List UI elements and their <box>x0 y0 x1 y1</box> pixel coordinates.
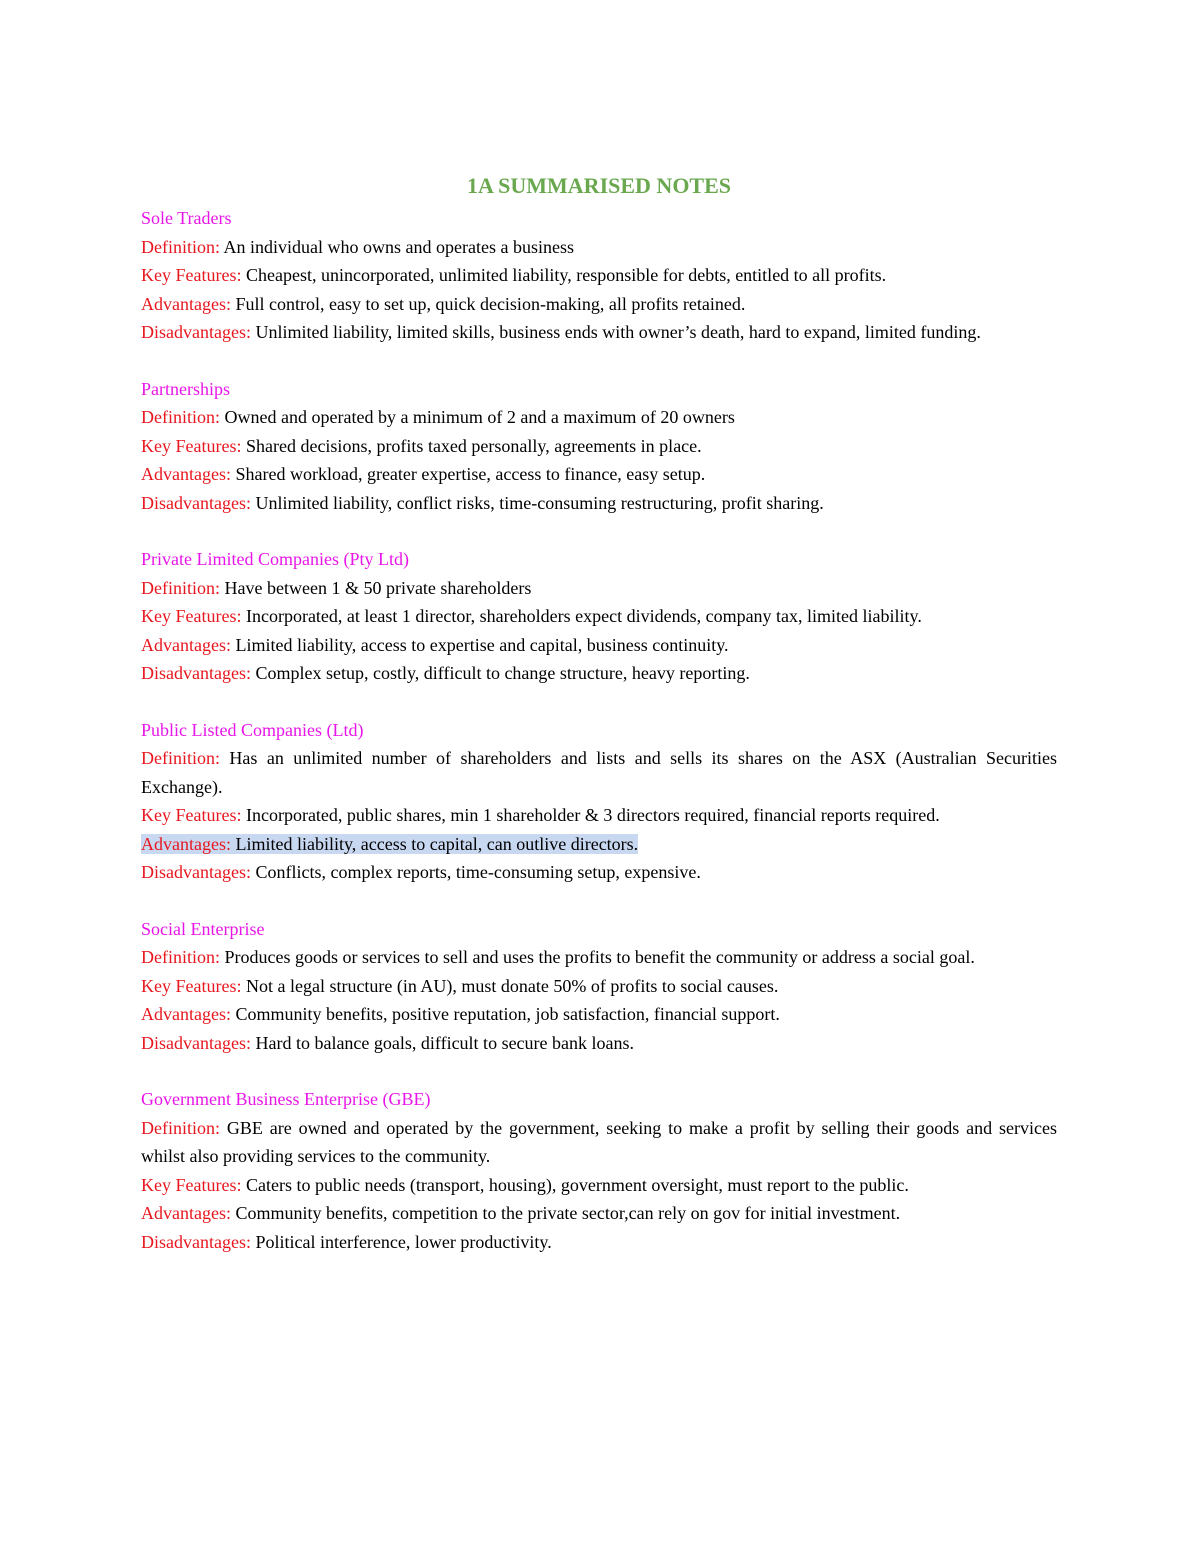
disadvantages-text: Political interference, lower productivity. <box>255 1231 552 1252</box>
disadvantages-label: Disadvantages: <box>141 862 251 882</box>
definition-line <box>141 574 1057 603</box>
disadvantages-label: Disadvantages: <box>141 322 251 342</box>
advantages-line <box>141 1000 1057 1029</box>
definition-label: Definition: <box>141 407 220 427</box>
definition-text: Produces goods or services to sell and uses the profits to benefit the community or address a social goal. <box>224 947 975 967</box>
section-social-enterprise <box>141 915 1057 1058</box>
definition-text: Have between 1 & 50 private shareholders <box>224 577 532 598</box>
section-heading: Government Business Enterprise (GBE) <box>141 1089 431 1109</box>
document-page <box>141 168 1057 1284</box>
key-features-line <box>141 1171 1057 1200</box>
key-features-label: Key Features: <box>141 606 242 626</box>
key-features-label: Key Features: <box>141 435 242 456</box>
disadvantages-label: Disadvantages: <box>141 1231 251 1252</box>
advantages-label: Advantages: <box>141 464 231 484</box>
disadvantages-line <box>141 318 1057 347</box>
definition-text: An individual who owns and operates a business <box>223 236 574 257</box>
key-features-line <box>141 972 1057 1001</box>
key-features-line <box>141 261 1057 290</box>
disadvantages-text: Complex setup, costly, difficult to change structure, heavy reporting. <box>255 663 750 683</box>
key-features-line <box>141 602 1057 631</box>
advantages-text: Limited liability, access to capital, can outlive directors. <box>235 833 639 854</box>
section-heading: Partnerships <box>141 378 230 399</box>
key-features-text: Incorporated, at least 1 director, shareholders expect dividends, company tax, limited liability. <box>245 606 922 626</box>
advantages-line <box>141 290 1057 319</box>
key-features-label: Key Features: <box>141 1174 242 1195</box>
section-heading: Sole Traders <box>141 208 232 228</box>
key-features-label: Key Features: <box>141 805 242 825</box>
section-partnerships <box>141 375 1057 518</box>
highlighted-selection <box>141 834 638 854</box>
disadvantages-label: Disadvantages: <box>141 1032 251 1053</box>
definition-line <box>141 744 1057 801</box>
disadvantages-line <box>141 489 1057 518</box>
definition-line <box>141 1114 1057 1171</box>
key-features-line <box>141 432 1057 461</box>
definition-label: Definition: <box>141 577 220 598</box>
definition-text: Has an unlimited number of shareholders and lists and sells its shares on the ASX (Australian Securities Exchange). <box>141 748 1057 797</box>
section-heading: Social Enterprise <box>141 918 265 939</box>
key-features-text: Not a legal structure (in AU), must donate 50% of profits to social causes. <box>245 975 779 996</box>
key-features-text: Caters to public needs (transport, housing), government oversight, must report to the public. <box>245 1174 909 1195</box>
definition-text: Owned and operated by a minimum of 2 and a maximum of 20 owners <box>224 407 735 427</box>
definition-label: Definition: <box>141 236 220 257</box>
disadvantages-line <box>141 659 1057 688</box>
advantages-label: Advantages: <box>141 1203 231 1223</box>
disadvantages-label: Disadvantages: <box>141 663 251 683</box>
advantages-text: Full control, easy to set up, quick decision-making, all profits retained. <box>235 293 746 314</box>
disadvantages-label: Disadvantages: <box>141 492 251 513</box>
advantages-line <box>141 830 1057 859</box>
advantages-label: Advantages: <box>141 634 231 655</box>
advantages-label: Advantages: <box>141 293 231 314</box>
section-sole-traders <box>141 204 1057 347</box>
section-heading: Private Limited Companies (Pty Ltd) <box>141 549 409 569</box>
key-features-label: Key Features: <box>141 265 242 285</box>
disadvantages-text: Unlimited liability, conflict risks, time-consuming restructuring, profit sharing. <box>255 492 824 513</box>
disadvantages-line <box>141 1029 1057 1058</box>
advantages-line <box>141 1199 1057 1228</box>
definition-line <box>141 943 1057 972</box>
definition-label: Definition: <box>141 1117 220 1138</box>
advantages-text: Shared workload, greater expertise, access to finance, easy setup. <box>235 464 706 484</box>
advantages-line <box>141 631 1057 660</box>
disadvantages-text: Conflicts, complex reports, time-consuming setup, expensive. <box>255 862 701 882</box>
page-title: 1A SUMMARISED NOTES <box>466 173 732 198</box>
disadvantages-text: Unlimited liability, limited skills, business ends with owner’s death, hard to expand, limited funding. <box>255 322 981 342</box>
advantages-text: Community benefits, competition to the private sector,can rely on gov for initial investment. <box>235 1203 901 1223</box>
advantages-text: Community benefits, positive reputation, job satisfaction, financial support. <box>235 1004 780 1024</box>
disadvantages-line <box>141 858 1057 887</box>
definition-line <box>141 403 1057 432</box>
key-features-text: Shared decisions, profits taxed personally, agreements in place. <box>245 435 702 456</box>
key-features-line <box>141 801 1057 830</box>
advantages-label: Advantages: <box>141 833 231 854</box>
advantages-label: Advantages: <box>141 1004 231 1024</box>
disadvantages-line <box>141 1228 1057 1257</box>
disadvantages-text: Hard to balance goals, difficult to secure bank loans. <box>255 1032 635 1053</box>
key-features-text: Cheapest, unincorporated, unlimited liability, responsible for debts, entitled to all profits. <box>245 265 887 285</box>
definition-text: GBE are owned and operated by the government, seeking to make a profit by selling their goods and services whilst also providing services to the community. <box>141 1117 1058 1166</box>
section-private-limited-companies <box>141 545 1057 688</box>
key-features-label: Key Features: <box>141 975 242 996</box>
section-government-business-enterprise <box>141 1085 1057 1256</box>
definition-line <box>141 233 1057 262</box>
key-features-text: Incorporated, public shares, min 1 shareholder & 3 directors required, financial reports required. <box>245 805 940 825</box>
definition-label: Definition: <box>141 947 220 967</box>
advantages-line <box>141 460 1057 489</box>
advantages-text: Limited liability, access to expertise and capital, business continuity. <box>235 634 729 655</box>
definition-label: Definition: <box>141 748 220 768</box>
section-heading: Public Listed Companies (Ltd) <box>141 719 364 740</box>
section-public-listed-companies <box>141 716 1057 887</box>
